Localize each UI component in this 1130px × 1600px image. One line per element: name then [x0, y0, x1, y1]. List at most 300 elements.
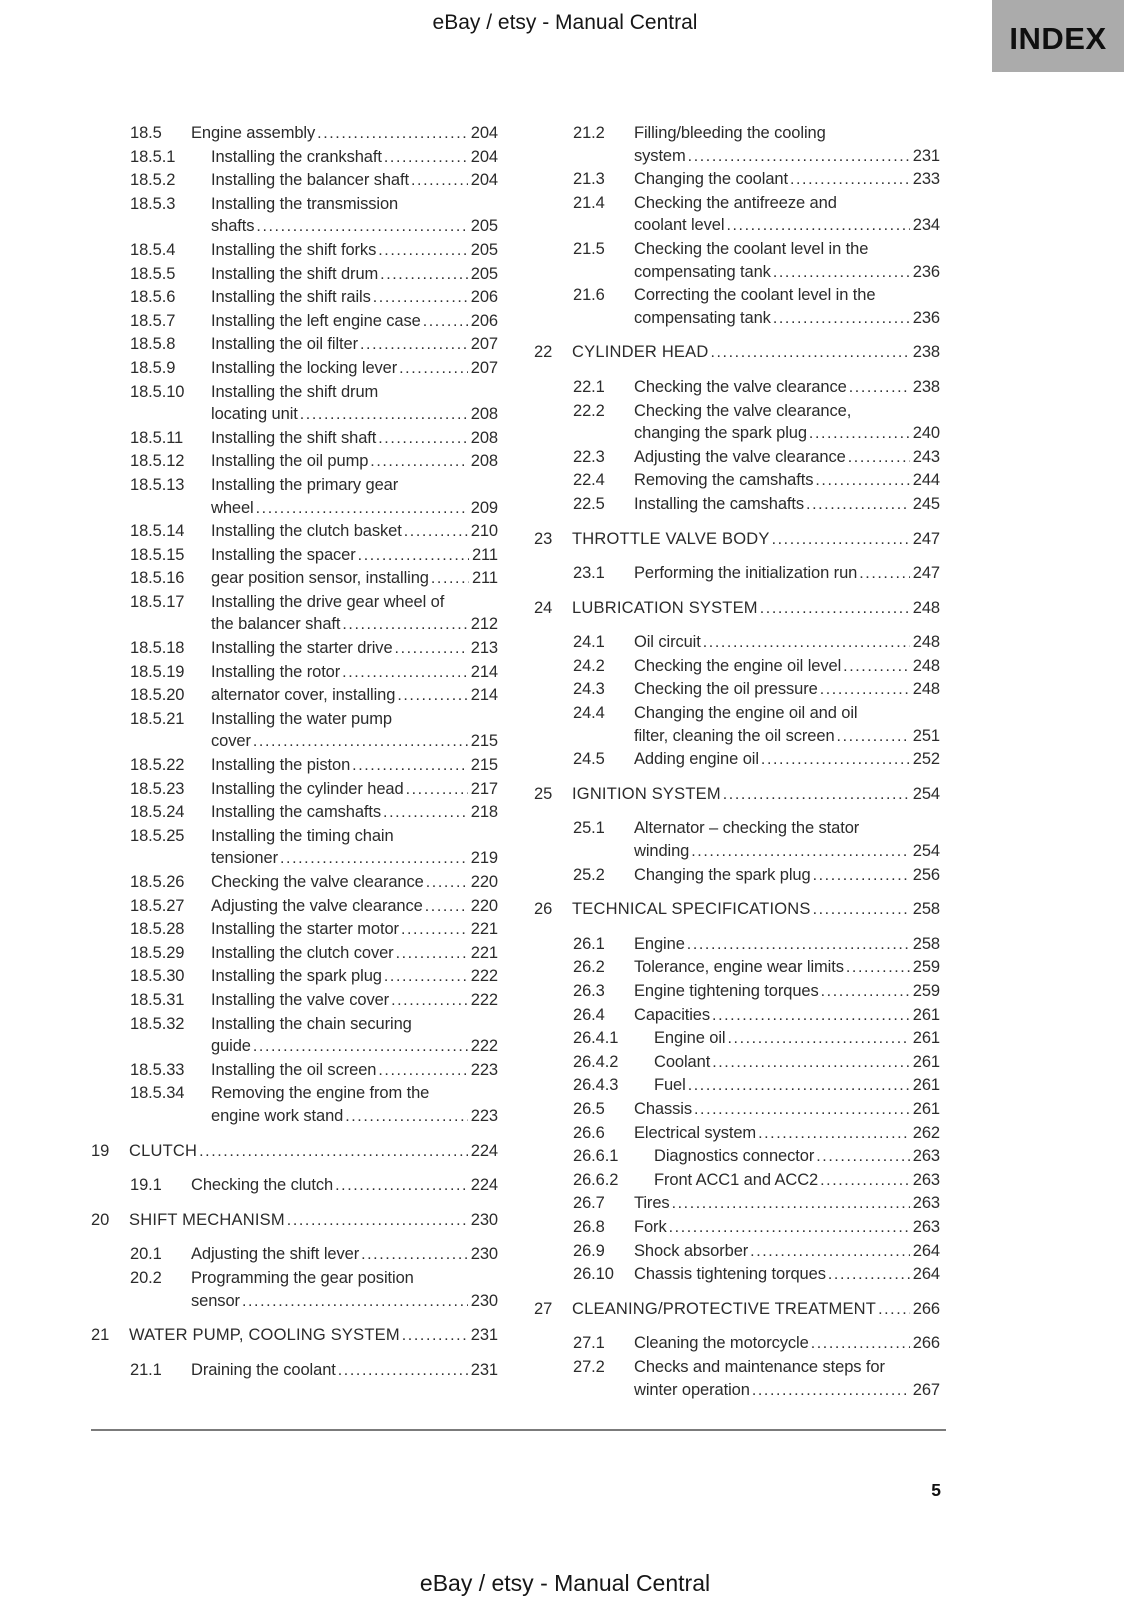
entry-number: 18.5.22 [130, 756, 185, 775]
entry-page-number: 261 [912, 1052, 940, 1071]
toc-entry [534, 1004, 940, 1028]
dot-leader [849, 376, 910, 400]
entry-page-number: 204 [470, 171, 498, 190]
toc-entry-line [573, 1051, 940, 1075]
dot-leader [859, 562, 910, 586]
entry-title: Installing the left engine case [211, 311, 421, 330]
toc-entry [91, 591, 498, 637]
entry-title: TECHNICAL SPECIFICATIONS [572, 900, 811, 919]
entry-number: 24.2 [573, 656, 605, 675]
dot-leader [848, 446, 910, 470]
dot-leader [712, 1004, 910, 1028]
toc-entry [534, 933, 940, 957]
entry-page-number: 263 [912, 1170, 940, 1189]
toc-entry [91, 357, 498, 381]
entry-page-number: 206 [470, 311, 498, 330]
toc-entry [534, 702, 940, 748]
dot-leader [773, 307, 910, 331]
entry-page-number: 258 [912, 900, 940, 919]
entry-page-number: 207 [470, 335, 498, 354]
entry-page-number: 244 [912, 471, 940, 490]
entry-title: compensating tank [634, 308, 771, 327]
toc-entry [534, 376, 940, 400]
entry-title: Installing the shift rails [211, 288, 371, 307]
entry-page-number: 238 [912, 343, 940, 362]
entry-title: Installing the cylinder head [211, 779, 404, 798]
entry-number: 18.5.30 [130, 967, 185, 986]
toc-entry-line [573, 1263, 940, 1287]
toc-entry-line [130, 847, 498, 871]
entry-title: cover [211, 732, 251, 751]
entry-number: 23.1 [573, 564, 605, 583]
toc-entry [91, 871, 498, 895]
entry-page-number: 266 [912, 1299, 940, 1318]
index-badge [992, 0, 1124, 72]
entry-page-number: 240 [912, 424, 940, 443]
dot-leader [397, 684, 467, 708]
toc-entry [91, 965, 498, 989]
toc-entry [91, 567, 498, 591]
entry-title: engine work stand [211, 1106, 344, 1125]
entry-title: Installing the spark plug [211, 967, 382, 986]
entry-title: Installing the spacer [211, 545, 356, 564]
toc-entry-line [573, 725, 940, 749]
toc-entry-line [130, 1174, 498, 1198]
toc-entry-line [534, 528, 940, 552]
toc-entry [91, 520, 498, 544]
toc-entry [534, 817, 940, 863]
entry-number: 26.1 [573, 934, 605, 953]
toc-entry-line [130, 918, 498, 942]
entry-page-number: 231 [912, 146, 940, 165]
dot-leader [828, 1263, 910, 1287]
toc-entry [534, 446, 940, 470]
entry-page-number: 236 [912, 308, 940, 327]
toc-entry-line [573, 1004, 940, 1028]
dot-leader [253, 730, 468, 754]
entry-page-number: 261 [912, 1029, 940, 1048]
entry-page-number: 263 [912, 1194, 940, 1213]
toc-entry-line [130, 215, 498, 239]
entry-page-number: 261 [912, 1005, 940, 1024]
toc-entry-line [573, 192, 940, 215]
toc-entry [91, 918, 498, 942]
toc-entry-line [573, 376, 940, 400]
entry-number: 19.1 [130, 1176, 162, 1195]
dot-leader [426, 871, 468, 895]
entry-page-number: 224 [470, 1176, 498, 1195]
entry-title: LUBRICATION SYSTEM [572, 598, 758, 617]
entry-page-number: 211 [471, 569, 498, 588]
toc-entry [534, 122, 940, 168]
toc-entry-line [130, 871, 498, 895]
entry-number: 21 [91, 1326, 110, 1345]
entry-page-number: 208 [470, 452, 498, 471]
toc-entry-line [130, 754, 498, 778]
entry-title: Changing the engine oil and oil [634, 704, 858, 723]
entry-page-number: 261 [912, 1076, 940, 1095]
entry-page-number: 243 [912, 447, 940, 466]
toc-entry-line [573, 1027, 940, 1051]
entry-title: Electrical system [634, 1123, 757, 1142]
entry-title: wheel [211, 498, 254, 517]
toc-entry [91, 1267, 498, 1313]
dot-leader [384, 965, 468, 989]
entry-number: 18.5.24 [130, 803, 185, 822]
toc-entry-line [130, 661, 498, 685]
toc-entry [91, 825, 498, 871]
entry-title: THROTTLE VALVE BODY [572, 529, 770, 548]
entry-title: Installing the clutch cover [211, 943, 394, 962]
toc-entry [534, 1145, 940, 1169]
toc-entry-line [573, 1356, 940, 1379]
entry-title: Installing the rotor [211, 662, 341, 681]
entry-number: 18.5.18 [130, 639, 185, 658]
toc-entry-line [130, 684, 498, 708]
toc-entry [534, 1356, 940, 1402]
entry-title: Installing the water pump [211, 709, 392, 728]
entry-title: Checking the oil pressure [634, 680, 818, 699]
entry-number: 18.5.33 [130, 1060, 185, 1079]
entry-number: 18.5.6 [130, 288, 176, 307]
entry-number: 24.3 [573, 680, 605, 699]
entry-page-number: 212 [470, 615, 498, 634]
toc-entry [91, 989, 498, 1013]
toc-entry-line [573, 748, 940, 772]
entry-page-number: 254 [912, 842, 940, 861]
entry-number: 22.4 [573, 471, 605, 490]
entry-page-number: 238 [912, 377, 940, 396]
toc-entry-line [534, 783, 940, 807]
toc-entry-line [573, 1122, 940, 1146]
entry-title: system [634, 146, 686, 165]
dot-leader [378, 427, 468, 451]
entry-number: 18.5.5 [130, 264, 176, 283]
toc-entry-line [130, 778, 498, 802]
dot-leader [758, 1122, 910, 1146]
toc-entry-line [130, 708, 498, 731]
dot-leader [391, 989, 468, 1013]
entry-title: Oil circuit [634, 633, 701, 652]
toc-entry-line [130, 520, 498, 544]
entry-title: Checking the antifreeze and [634, 193, 837, 212]
dot-leader [772, 528, 910, 552]
toc-entry-line [130, 169, 498, 193]
entry-title: Checking the valve clearance [634, 377, 847, 396]
dot-leader [773, 261, 910, 285]
dot-leader [378, 1059, 467, 1083]
toc-entry [534, 1263, 940, 1287]
toc-entry [534, 864, 940, 888]
entry-number: 20.1 [130, 1245, 162, 1264]
entry-title: filter, cleaning the oil screen [634, 726, 835, 745]
dot-leader [688, 145, 910, 169]
dot-leader [727, 1027, 909, 1051]
dot-leader [287, 1209, 468, 1233]
toc-entry [91, 754, 498, 778]
dot-leader [335, 1174, 468, 1198]
entry-page-number: 223 [470, 1060, 498, 1079]
entry-page-number: 259 [912, 982, 940, 1000]
toc-entry-line [91, 1209, 498, 1233]
entry-title: Installing the camshafts [634, 494, 805, 513]
entry-page-number: 231 [470, 1326, 498, 1345]
entry-number: 21.6 [573, 286, 605, 305]
toc-entry-line [573, 284, 940, 307]
toc-entry [91, 661, 498, 685]
toc-entry [91, 1324, 498, 1348]
dot-leader [425, 895, 468, 919]
toc-entry [91, 1243, 498, 1267]
entry-title: Alternator – checking the stator [634, 819, 860, 838]
entry-title: Engine tightening torques [634, 982, 819, 1000]
entry-page-number: 254 [912, 784, 940, 803]
toc-entry-line [573, 933, 940, 957]
toc-entry [91, 310, 498, 334]
entry-page-number: 220 [470, 873, 498, 891]
toc-entry-line [130, 1082, 498, 1105]
toc-entry [91, 942, 498, 966]
toc-entry-line [130, 474, 498, 497]
toc-entry [91, 450, 498, 474]
dot-leader [813, 898, 910, 922]
toc-entry [91, 1140, 498, 1164]
toc-entry-line [130, 825, 498, 848]
entry-title: Adjusting the valve clearance [211, 896, 423, 915]
entry-number: 26.6 [573, 1123, 605, 1142]
entry-page-number: 222 [470, 990, 498, 1009]
entry-number: 18.5.3 [130, 194, 176, 213]
toc-entry-line [130, 544, 498, 568]
entry-title: Engine [634, 934, 685, 953]
dot-leader [760, 597, 910, 621]
entry-number: 18.5.23 [130, 779, 185, 798]
toc-entry-line [573, 422, 940, 446]
toc-entry [534, 1169, 940, 1193]
toc-entry [534, 1122, 940, 1146]
entry-number: 18.5.1 [130, 147, 176, 166]
entry-title: Installing the transmission [211, 194, 399, 213]
toc-entry [91, 778, 498, 802]
entry-title: Removing the engine from the [211, 1084, 430, 1103]
toc-entry-line [573, 840, 940, 864]
entry-page-number: 214 [470, 686, 498, 705]
entry-title: CLUTCH [129, 1141, 198, 1160]
entry-title: Draining the coolant [191, 1360, 336, 1379]
entry-page-number: 211 [471, 545, 498, 564]
toc-entry-line [573, 307, 940, 331]
toc-entry [534, 748, 940, 772]
entry-title: Installing the primary gear [211, 475, 399, 494]
entry-page-number: 221 [470, 943, 498, 962]
entry-title: Front ACC1 and ACC2 [654, 1170, 819, 1189]
entry-number: 21.1 [130, 1360, 162, 1379]
entry-number: 24.4 [573, 704, 605, 723]
dot-leader [423, 310, 468, 334]
entry-number: 18.5.19 [130, 662, 185, 681]
toc-entry [91, 381, 498, 427]
header-title: eBay / etsy - Manual Central [432, 11, 698, 34]
toc-entry [91, 427, 498, 451]
entry-number: 18.5.16 [130, 569, 185, 588]
dot-leader [338, 1359, 468, 1383]
toc-entry-line [573, 678, 940, 702]
toc-entry-line [573, 562, 940, 586]
toc-entry [534, 783, 940, 807]
toc-entry [91, 239, 498, 263]
toc-entry [534, 562, 940, 586]
entry-number: 24.1 [573, 633, 605, 652]
toc-entry [91, 122, 498, 146]
entry-title: Installing the valve cover [211, 990, 390, 1009]
entry-title: Chassis tightening torques [634, 1265, 826, 1284]
entry-title: sensor [191, 1291, 240, 1310]
dot-leader [345, 1105, 468, 1129]
dot-leader [402, 1324, 468, 1348]
toc-entry-line [573, 261, 940, 285]
entry-title: Installing the shift drum [211, 264, 379, 283]
toc-entry-line [573, 1074, 940, 1098]
dot-leader [395, 637, 468, 661]
dot-leader [411, 169, 468, 193]
dot-leader [691, 840, 910, 864]
entry-number: 21.3 [573, 170, 605, 189]
entry-page-number: 210 [470, 522, 498, 541]
entry-title: Installing the timing chain [211, 826, 394, 845]
toc-entry-line [573, 1216, 940, 1240]
entry-page-number: 215 [470, 732, 498, 751]
entry-title: Cleaning the motorcycle [634, 1334, 809, 1353]
toc-entry-line [130, 591, 498, 614]
toc-entry-line [130, 1243, 498, 1267]
toc-entry [534, 1298, 940, 1322]
footer-divider [91, 1429, 946, 1431]
toc-entry-line [573, 469, 940, 493]
entry-page-number: 230 [470, 1210, 498, 1229]
dot-leader [256, 215, 467, 239]
toc-entry-line [130, 263, 498, 287]
toc-entry [534, 956, 940, 980]
toc-entry-line [130, 239, 498, 263]
dot-leader [710, 341, 909, 365]
toc-entry [534, 341, 940, 365]
toc-entry-line [573, 168, 940, 192]
entry-number: 26 [534, 900, 553, 919]
toc-entry-line [573, 631, 940, 655]
entry-number: 18.5.10 [130, 382, 185, 401]
toc-entry [534, 1332, 940, 1356]
dot-leader [300, 403, 468, 427]
entry-number: 18.5.14 [130, 522, 185, 541]
dot-leader [399, 357, 468, 381]
dot-leader [790, 168, 910, 192]
footer-title: eBay / etsy - Manual Central [419, 1570, 711, 1596]
entry-page-number: 264 [912, 1241, 940, 1260]
toc-entry [91, 474, 498, 520]
toc-entry-line [573, 1192, 940, 1216]
toc-entry-line [573, 817, 940, 840]
entry-number: 18.5.21 [130, 709, 185, 728]
toc-column-left [91, 122, 498, 1382]
entry-title: shafts [211, 217, 255, 236]
index-badge-label: INDEX [1009, 21, 1107, 56]
entry-page-number: 261 [912, 1099, 940, 1118]
entry-number: 22.1 [573, 377, 605, 396]
entry-title: Removing the camshafts [634, 471, 814, 490]
entry-number: 26.4.2 [573, 1052, 619, 1071]
dot-leader [694, 1098, 910, 1122]
entry-number: 18.5.12 [130, 452, 185, 471]
toc-entry-line [130, 146, 498, 170]
entry-page-number: 267 [912, 1380, 940, 1399]
toc-entry-line [130, 427, 498, 451]
dot-leader [723, 783, 910, 807]
toc-entry-line [573, 1240, 940, 1264]
toc-entry-line [130, 333, 498, 357]
toc-entry-line [130, 989, 498, 1013]
entry-number: 18.5.29 [130, 943, 185, 962]
dot-leader [431, 567, 469, 591]
entry-title: Checking the coolant level in the [634, 239, 869, 258]
entry-number: 21.5 [573, 239, 605, 258]
dot-leader [199, 1140, 468, 1164]
toc-entry [534, 284, 940, 330]
toc-entry [534, 1192, 940, 1216]
entry-page-number: 234 [912, 216, 940, 235]
toc-entry-line [130, 965, 498, 989]
toc-entry-line [130, 567, 498, 591]
entry-title: SHIFT MECHANISM [129, 1210, 285, 1229]
entry-title: coolant level [634, 216, 725, 235]
toc-entry-line [573, 145, 940, 169]
entry-title: Checking the engine oil level [634, 656, 842, 675]
entry-page-number: 204 [470, 124, 498, 142]
dot-leader [361, 1243, 468, 1267]
entry-page-number: 247 [912, 529, 940, 548]
entry-page-number: 230 [470, 1291, 498, 1310]
toc-entry-line [130, 1105, 498, 1129]
entry-page-number: 217 [470, 779, 498, 798]
dot-leader [342, 613, 467, 637]
entry-page-number: 206 [470, 288, 498, 307]
entry-title: Installing the oil pump [211, 452, 369, 471]
dot-leader [837, 725, 910, 749]
entry-number: 18.5.32 [130, 1014, 185, 1033]
entry-title: winter operation [634, 1380, 750, 1399]
entry-number: 26.3 [573, 982, 605, 1000]
dot-leader [342, 661, 468, 685]
entry-title: compensating tank [634, 262, 771, 281]
entry-number: 18.5.8 [130, 335, 176, 354]
dot-leader [672, 1192, 910, 1216]
entry-page-number: 205 [470, 217, 498, 236]
dot-leader [242, 1290, 468, 1314]
entry-number: 18.5.13 [130, 475, 185, 494]
entry-title: Installing the starter motor [211, 920, 399, 939]
dot-leader [280, 847, 468, 871]
toc-entry [91, 1174, 498, 1198]
entry-title: Chassis [634, 1099, 692, 1118]
toc-entry-line [573, 980, 940, 1004]
dot-leader [687, 933, 910, 957]
entry-page-number: 251 [912, 726, 940, 745]
dot-leader [752, 1379, 910, 1403]
toc-entry-line [573, 1332, 940, 1356]
entry-number: 26.6.1 [573, 1147, 619, 1166]
entry-title: Changing the coolant [634, 170, 788, 189]
toc-entry [534, 1051, 940, 1075]
page-number: 5 [931, 1480, 941, 1500]
